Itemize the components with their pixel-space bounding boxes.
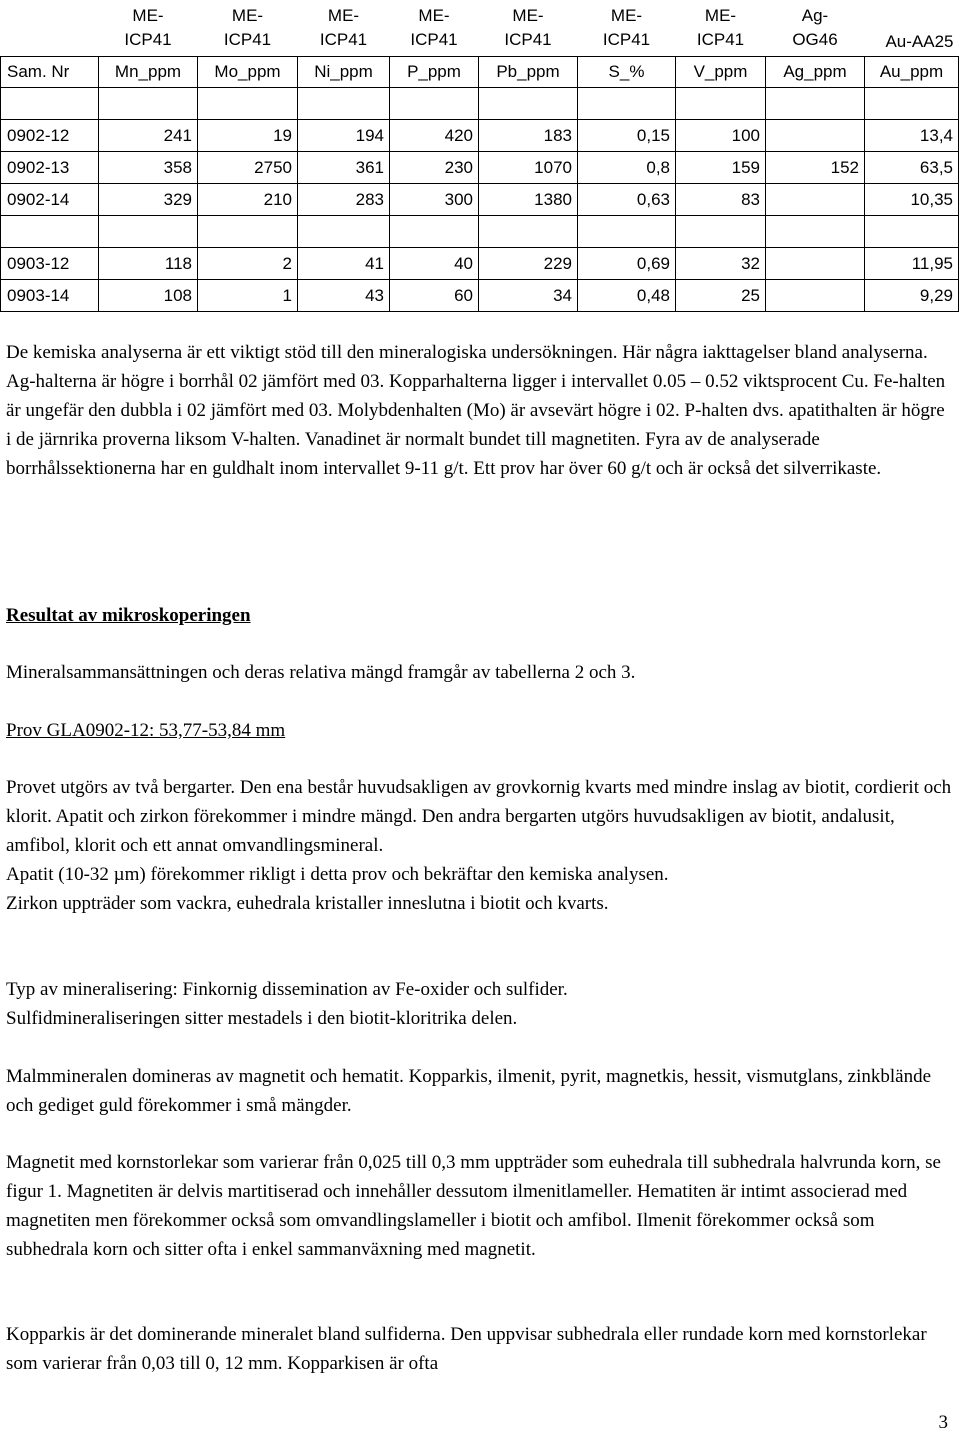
- analysis-paragraph: [6, 338, 954, 483]
- method-row-cell: ME- ICP41: [696, 6, 745, 49]
- table-row-cell: 420: [390, 120, 479, 152]
- assay-table: [0, 0, 959, 312]
- ore-minerals-block: [6, 1062, 954, 1120]
- blank-row-cell: [865, 216, 959, 248]
- blank-row: [1, 88, 959, 120]
- blank-row-cell: [479, 216, 578, 248]
- section-heading-block: [6, 601, 954, 630]
- table-row-cell: 329: [99, 184, 198, 216]
- table-row-cell: 2750: [198, 152, 298, 184]
- table-row-cell: 11,95: [865, 248, 959, 280]
- table-row-cell: 0903-12: [1, 248, 99, 280]
- table-row-cell: 10,35: [865, 184, 959, 216]
- table-row-cell: 241: [99, 120, 198, 152]
- table-row-cell: 0,69: [578, 248, 676, 280]
- table-row-cell: 40: [390, 248, 479, 280]
- method-row-cell: [1, 0, 99, 57]
- intro-text: Mineralsammansättningen och deras relativa mängd framgår av tabellerna 2 och 3.: [6, 662, 636, 683]
- blank-row-cell: [578, 216, 676, 248]
- method-row-cell: ME- ICP41: [319, 6, 368, 49]
- table-row-cell: 108: [99, 280, 198, 312]
- header-row: [1, 57, 959, 88]
- table-row-cell: 60: [390, 280, 479, 312]
- blank-row-cell: [479, 88, 578, 120]
- table-row-cell: 13,4: [865, 120, 959, 152]
- blank-row-cell: [676, 88, 766, 120]
- table-row-cell: 0903-14: [1, 280, 99, 312]
- table-row-cell: 100: [676, 120, 766, 152]
- header-row-cell: S_%: [578, 57, 676, 88]
- blank-row-cell: [298, 216, 390, 248]
- header-row-cell: Ag_ppm: [766, 57, 865, 88]
- table-row-cell: 118: [99, 248, 198, 280]
- ore-minerals-text: Malmmineralen domineras av magnetit och hematit. Kopparkis, ilmenit, pyrit, magnetkis, hessit, vismutglans, zinkblände och gediget guld förekommer i små mängder.: [6, 1066, 932, 1116]
- table-row-cell: 0902-14: [1, 184, 99, 216]
- analysis-text: De kemiska analyserna är ett viktigt stöd till den mineralogiska undersökningen. Här några iakttagelser bland analyserna. Ag-halterna är högre i borrhål 02 jämfört med 03. Kopparhalterna ligger i intervallet 0.05 – 0.52 viktsprocent Cu. Fe-halten är ungefär den dubbla i 02 jämfört med 03. Molybdenhalten (Mo) är avsevärt högre i 02. P-halten dvs. apatithalten är högre i de järnrika proverna liksom V-halten. Vanadinet är normalt bundet till magnetiten. Fyra av de analyserade borrhålssektionerna har en guldhalt inom intervallet 9-11 g/t. Ett prov har över 60 g/t och är också det silverrikaste.: [6, 342, 946, 479]
- blank-row-cell: [865, 88, 959, 120]
- header-row-cell: P_ppm: [390, 57, 479, 88]
- table-row-cell: 229: [479, 248, 578, 280]
- header-row-cell: Au_ppm: [865, 57, 959, 88]
- table-row-cell: 25: [676, 280, 766, 312]
- table-row-cell: [766, 280, 865, 312]
- table-row-cell: [766, 120, 865, 152]
- table-row-cell: 0,48: [578, 280, 676, 312]
- intro-block: [6, 658, 954, 687]
- blank-row-cell: [99, 216, 198, 248]
- method-row: [1, 0, 959, 57]
- header-row-cell: Mn_ppm: [99, 57, 198, 88]
- table-row-cell: 152: [766, 152, 865, 184]
- page-number: 3: [938, 1412, 948, 1433]
- header-row-cell: Ni_ppm: [298, 57, 390, 88]
- method-row-cell: ME- ICP41: [504, 6, 552, 49]
- mineralisation-block: [6, 975, 954, 1033]
- table-row-cell: 0,8: [578, 152, 676, 184]
- section-heading: Resultat av mikroskoperingen: [6, 605, 251, 626]
- blank-row-cell: [390, 216, 479, 248]
- table-row-cell: 83: [676, 184, 766, 216]
- blank-row-cell: [198, 216, 298, 248]
- table-row-cell: 230: [390, 152, 479, 184]
- table-row-cell: [766, 248, 865, 280]
- table-row: [1, 152, 959, 184]
- chalcopyrite-block: [6, 1320, 954, 1378]
- header-row-cell: V_ppm: [676, 57, 766, 88]
- table-row-cell: 1380: [479, 184, 578, 216]
- blank-row-cell: [99, 88, 198, 120]
- header-row-cell: Sam. Nr: [1, 57, 99, 88]
- sulphide-text: Sulfidmineraliseringen sitter mestadels i den biotit-kloritrika delen.: [6, 1008, 518, 1029]
- header-row-cell: Mo_ppm: [198, 57, 298, 88]
- table-row-cell: 210: [198, 184, 298, 216]
- table-row-cell: 183: [479, 120, 578, 152]
- table-row-cell: 1: [198, 280, 298, 312]
- method-row-cell: ME- ICP41: [410, 6, 458, 49]
- table-row-cell: 0902-13: [1, 152, 99, 184]
- assay-table-body: [1, 0, 959, 312]
- method-row-cell: Ag- OG46: [792, 6, 838, 49]
- sample-heading-block: [6, 716, 954, 745]
- table-row-cell: [766, 184, 865, 216]
- table-row-cell: 9,29: [865, 280, 959, 312]
- magnetite-text: Magnetit med kornstorlekar som varierar från 0,025 till 0,3 mm uppträder som euhedrala till subhedrala halvrunda korn, se figur 1. Magnetiten är delvis martitiserad och innehåller dessutom ilmenitlameller. Hematiten är intimt associerad med magnetiten men förekommer också som omvandlingslameller i biotit och amfibol. Ilmenit förekommer också som subhedrala korn och sitter ofta i enkel sammanväxning med magnetit.: [6, 1152, 941, 1260]
- table-row-cell: 43: [298, 280, 390, 312]
- blank-row-cell: [1, 216, 99, 248]
- sample-heading: Prov GLA0902-12: 53,77-53,84 mm: [6, 720, 286, 741]
- table-row-cell: 0,63: [578, 184, 676, 216]
- blank-row-cell: [1, 88, 99, 120]
- table-row-cell: 0,15: [578, 120, 676, 152]
- rock-description-block: [6, 773, 954, 918]
- table-row-cell: 1070: [479, 152, 578, 184]
- table-row: [1, 280, 959, 312]
- table-row-cell: 2: [198, 248, 298, 280]
- table-row: [1, 248, 959, 280]
- blank-row-cell: [766, 88, 865, 120]
- blank-row: [1, 216, 959, 248]
- mineralisation-type-text: Typ av mineralisering: Finkornig dissemination av Fe-oxider och sulfider.: [6, 979, 568, 1000]
- header-row-cell: Pb_ppm: [479, 57, 578, 88]
- zircon-text: Zirkon uppträder som vackra, euhedrala kristaller inneslutna i biotit och kvarts.: [6, 893, 609, 914]
- blank-row-cell: [390, 88, 479, 120]
- table-row: [1, 120, 959, 152]
- blank-row-cell: [766, 216, 865, 248]
- blank-row-cell: [676, 216, 766, 248]
- table-row-cell: 34: [479, 280, 578, 312]
- blank-row-cell: [578, 88, 676, 120]
- magnetite-block: [6, 1148, 954, 1264]
- table-row: [1, 184, 959, 216]
- table-row-cell: 283: [298, 184, 390, 216]
- table-row-cell: 358: [99, 152, 198, 184]
- method-row-cell: ME- ICP41: [223, 6, 272, 49]
- table-row-cell: 194: [298, 120, 390, 152]
- table-row-cell: 0902-12: [1, 120, 99, 152]
- blank-row-cell: [198, 88, 298, 120]
- table-row-cell: 41: [298, 248, 390, 280]
- table-row-cell: 361: [298, 152, 390, 184]
- table-row-cell: 32: [676, 248, 766, 280]
- table-row-cell: 300: [390, 184, 479, 216]
- rock-types-text: Provet utgörs av två bergarter. Den ena består huvudsakligen av grovkornig kvarts med mindre inslag av biotit, cordierit och klorit. Apatit och zirkon förekommer i mindre mängd. Den andra bergarten utgörs huvudsakligen av biotit, andalusit, amfibol, klorit och ett annat omvandlingsmineral.: [6, 777, 952, 856]
- apatite-text: Apatit (10-32 µm) förekommer rikligt i detta prov och bekräftar den kemiska analysen.: [6, 864, 669, 885]
- method-row-cell: Au-AA25: [885, 32, 954, 51]
- method-row-cell: ME- ICP41: [124, 6, 172, 49]
- table-row-cell: 63,5: [865, 152, 959, 184]
- table-row-cell: 159: [676, 152, 766, 184]
- table-row-cell: 19: [198, 120, 298, 152]
- chalcopyrite-text: Kopparkis är det dominerande mineralet bland sulfiderna. Den uppvisar subhedrala eller rundade korn med kornstorlekar som varierar från 0,03 till 0, 12 mm. Kopparkisen är ofta: [6, 1324, 927, 1374]
- blank-row-cell: [298, 88, 390, 120]
- method-row-cell: ME- ICP41: [602, 6, 651, 49]
